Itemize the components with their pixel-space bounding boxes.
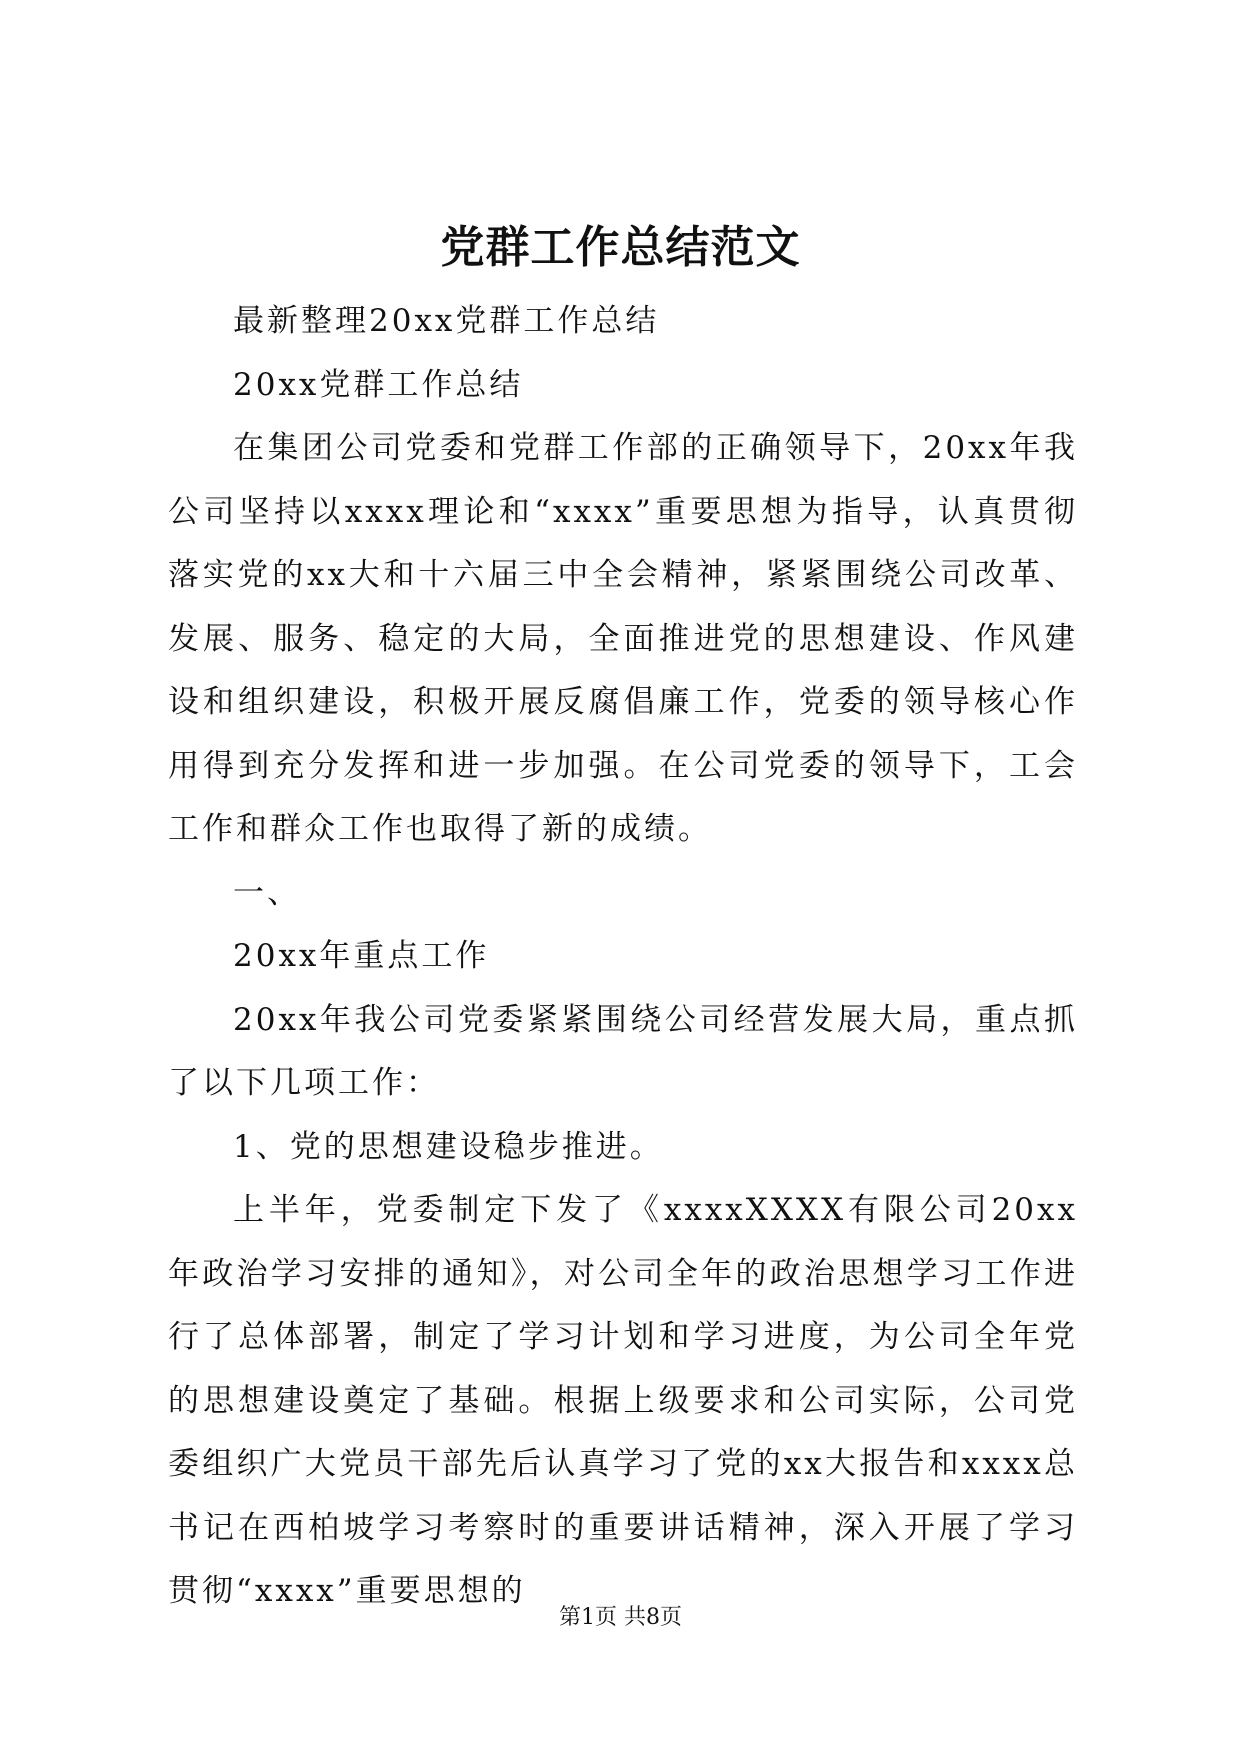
document-body bbox=[168, 290, 1078, 1624]
section-number: 一、 bbox=[233, 874, 301, 911]
paragraph-intro: 在集团公司党委和党群工作部的正确领导下，20xx年我公司坚持以xxxx理论和“xxxx”重要思想为指导，认真贯彻落实党的xx大和十六届三中全会精神，紧紧围绕公司改革、发展、服务、稳定的大局，全面推进党的思想建设、作风建设和组织建设，积极开展反腐倡廉工作，党委的领导核心作用得到充分发挥和进一步加强。在公司党委的领导下，工会工作和群众工作也取得了新的成绩。 bbox=[168, 430, 1078, 847]
paragraph-subtitle: 最新整理20xx党群工作总结 bbox=[233, 303, 660, 339]
document-title: 党群工作总结范文 bbox=[440, 222, 801, 273]
paragraph-section-intro: 20xx年我公司党委紧紧围绕公司经营发展大局，重点抓了以下几项工作： bbox=[168, 1001, 1078, 1101]
paragraph-heading: 20xx党群工作总结 bbox=[233, 366, 524, 403]
subsection-heading: 1、党的思想建设稳步推进。 bbox=[233, 1128, 664, 1165]
paragraph-subsection-body: 上半年，党委制定下发了《xxxxXXXX有限公司20xx年政治学习安排的通知》，对公司全年的政治思想学习工作进行了总体部署，制定了学习计划和学习进度，为公司全年党的思想建设奠定了基础。根据上级要求和公司实际，公司党委组织广大党员干部先后认真学习了党的xx大报告和xxxx总书记在西柏坡学习考察时的重要讲话精神，深入开展了学习贯彻“xxxx”重要思想的 bbox=[168, 1192, 1078, 1609]
page-number-footer: 第1页 共8页 bbox=[559, 1605, 682, 1630]
section-heading: 20xx年重点工作 bbox=[233, 938, 490, 974]
